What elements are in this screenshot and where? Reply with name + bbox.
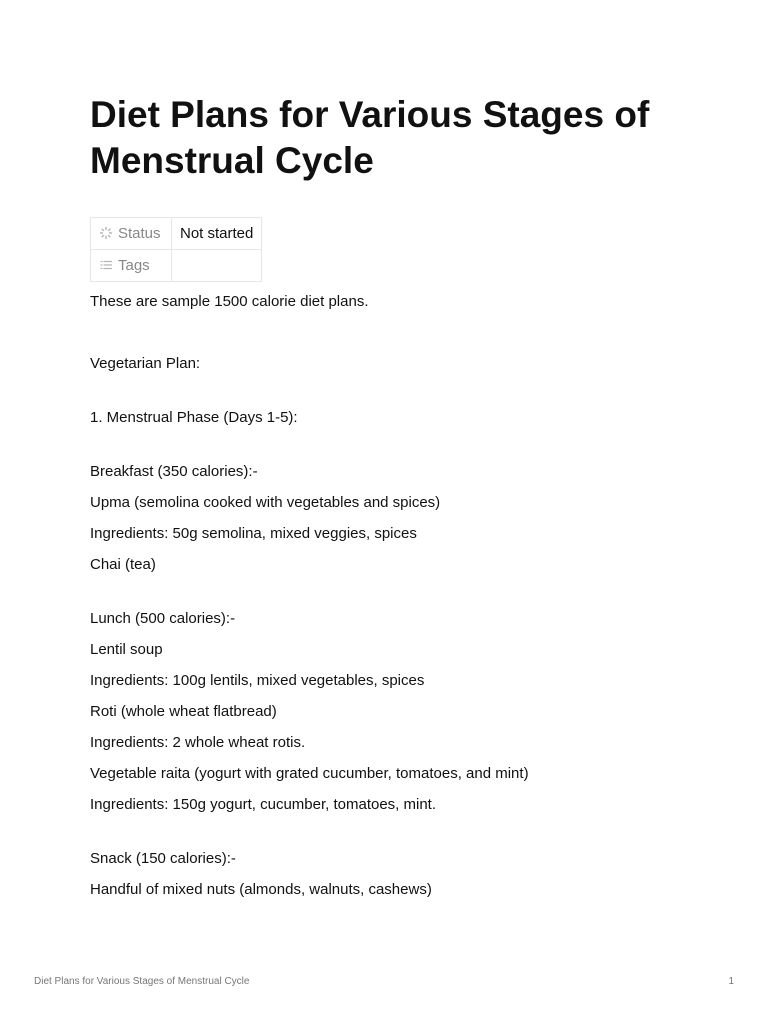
lunch-line: Vegetable raita (yogurt with grated cucumber, tomatoes, and mint) [90,765,529,782]
breakfast-heading: Breakfast (350 calories):- [90,463,258,480]
breakfast-line: Ingredients: 50g semolina, mixed veggies, spices [90,525,417,542]
property-row-tags [91,250,262,282]
intro-text: These are sample 1500 calorie diet plans. [90,293,369,310]
document-page [90,92,690,900]
lunch-line: Ingredients: 100g lentils, mixed vegetables, spices [90,672,425,689]
lunch-line: Roti (whole wheat flatbread) [90,703,277,720]
plan-heading: Vegetarian Plan: [90,355,201,372]
lunch-line: Ingredients: 2 whole wheat rotis. [90,734,306,751]
breakfast-line: Chai (tea) [90,556,156,573]
list-icon [99,258,113,272]
property-label-tags: Tags [118,257,150,274]
snack-line: Handful of mixed nuts (almonds, walnuts, cashews) [90,881,432,898]
breakfast-line: Upma (semolina cooked with vegetables and spices) [90,494,441,511]
properties-table [90,217,262,282]
snack-heading: Snack (150 calories):- [90,850,236,867]
property-value-tags[interactable] [172,250,262,282]
lunch-heading: Lunch (500 calories):- [90,610,236,627]
page-title: Diet Plans for Various Stages of Menstrual Cycle [90,94,650,181]
lunch-line: Lentil soup [90,641,163,658]
property-key-tags [91,250,172,282]
property-label-status: Status [118,225,161,242]
document-body [90,292,690,900]
page-footer [34,976,734,987]
phase-heading: 1. Menstrual Phase (Days 1-5): [90,409,298,426]
status-spinner-icon [99,226,113,240]
lunch-line: Ingredients: 150g yogurt, cucumber, tomatoes, mint. [90,796,437,813]
property-key-status [91,218,172,250]
footer-title: Diet Plans for Various Stages of Menstrual Cycle [34,976,250,987]
footer-page-number: 1 [728,976,734,987]
property-value-status[interactable]: Not started [172,218,262,250]
property-row-status [91,218,262,250]
